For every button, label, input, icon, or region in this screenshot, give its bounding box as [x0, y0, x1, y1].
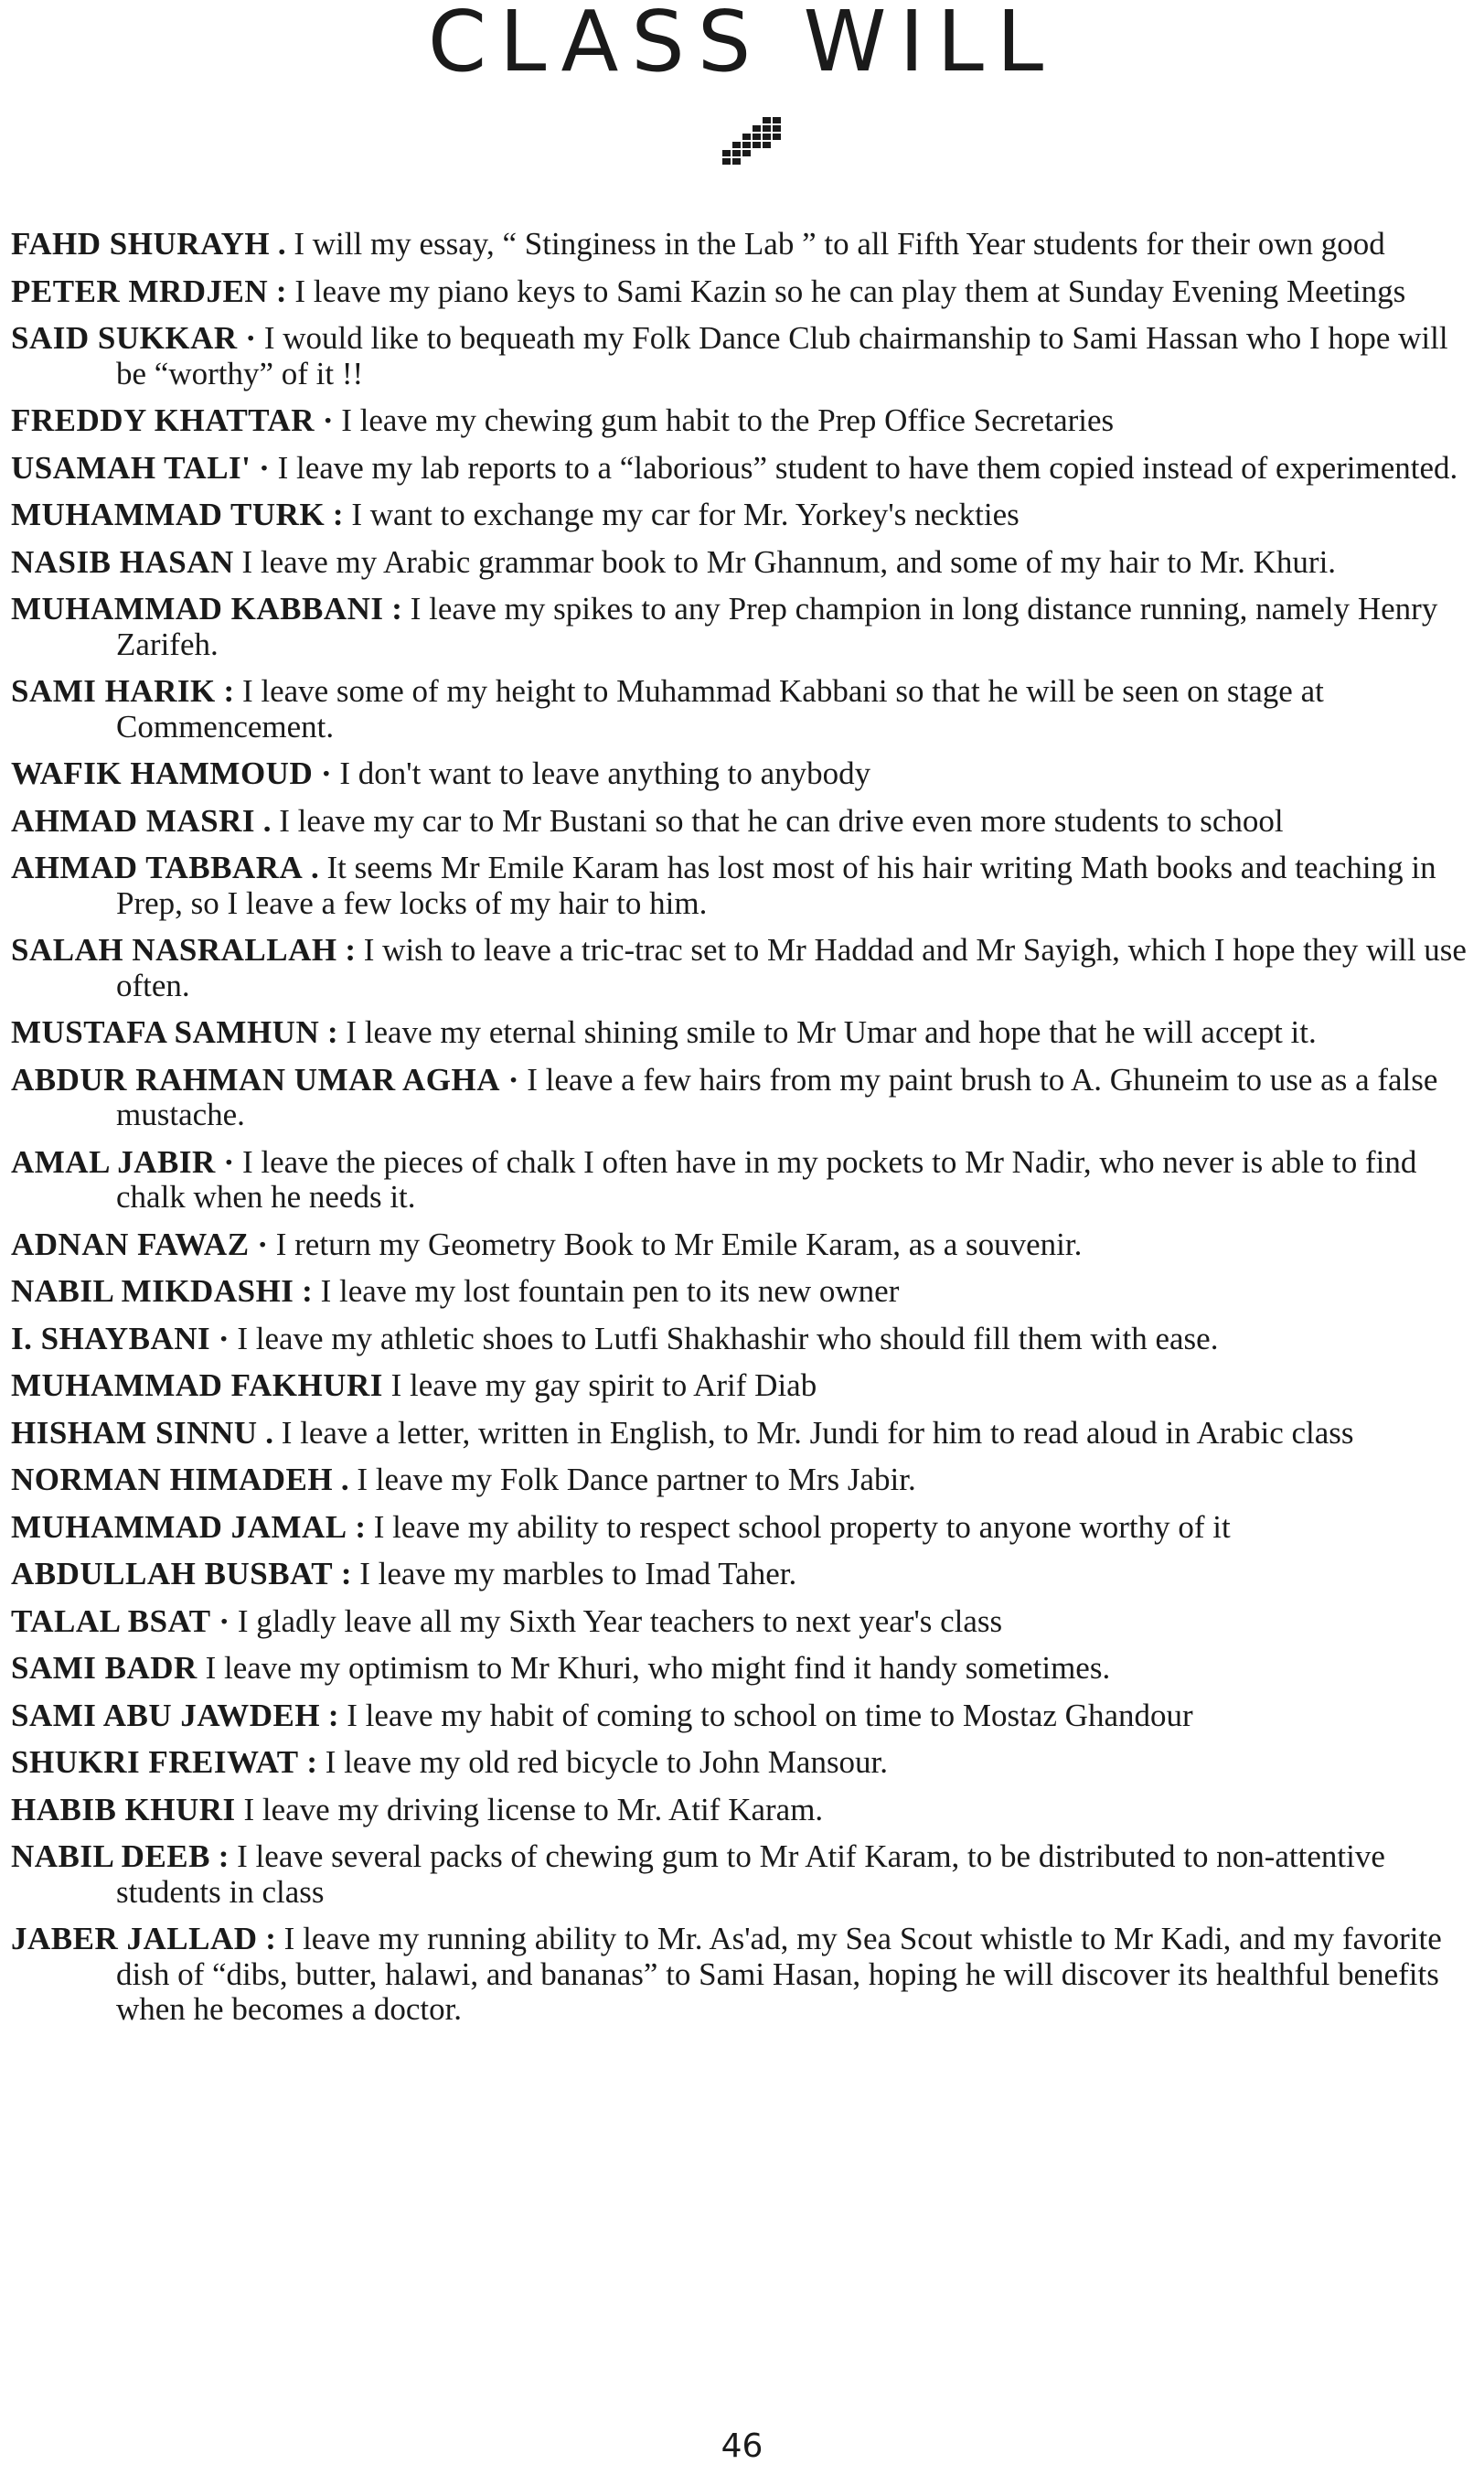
- name-separator: :: [326, 1014, 338, 1050]
- student-name: SAMI BADR: [11, 1650, 198, 1686]
- student-name: MUHAMMAD KABBANI: [11, 591, 384, 627]
- bequest-text: I gladly leave all my Sixth Year teachers to next year's class: [237, 1602, 1003, 1639]
- bequest-text: I leave my old red bicycle to John Mansour.: [325, 1744, 889, 1780]
- name-separator: ·: [259, 449, 270, 486]
- name-separator: ·: [507, 1061, 519, 1098]
- student-name: ABDULLAH BUSBAT: [11, 1556, 334, 1591]
- student-name: SHUKRI FREIWAT: [11, 1744, 299, 1780]
- name-separator: ·: [218, 1320, 230, 1356]
- name-separator: :: [332, 497, 344, 532]
- will-entry: [11, 1274, 1472, 1310]
- student-name: MUHAMMAD TURK: [11, 497, 326, 532]
- student-name: PETER MRDJEN: [11, 273, 269, 309]
- bequest-text: I leave my optimism to Mr Khuri, who might find it handy sometimes.: [205, 1650, 1111, 1686]
- will-entry: [11, 274, 1472, 310]
- student-name: FREDDY KHATTAR: [11, 402, 315, 438]
- bequest-text: I leave my gay spirit to Arif Diab: [390, 1367, 817, 1403]
- will-entry: [11, 498, 1472, 533]
- class-will-list: [11, 227, 1472, 2040]
- bequest-text: I leave a few hairs from my paint brush to A. Ghuneim to use as a false mustache.: [116, 1061, 1438, 1132]
- bequest-text: I leave a letter, written in English, to Mr. Jundi for him to read aloud in Arabic class: [281, 1414, 1354, 1451]
- will-entry: [11, 227, 1472, 262]
- will-entry: [11, 403, 1472, 439]
- bequest-text: I leave several packs of chewing gum to Mr Atif Karam, to be distributed to non-attentive students in class: [116, 1838, 1385, 1910]
- will-entry: [11, 933, 1472, 1003]
- student-name: SAID SUKKAR: [11, 320, 238, 356]
- bequest-text: I leave my marbles to Imad Taher.: [359, 1556, 797, 1591]
- bequest-text: I leave my lab reports to a “laborious” student to have them copied instead of experimented.: [277, 449, 1458, 486]
- name-separator: :: [355, 1508, 367, 1545]
- bequest-text: I leave my Arabic grammar book to Mr Ghannum, and some of my hair to Mr. Khuri.: [241, 543, 1337, 580]
- student-name: JABER JALLAD: [11, 1921, 258, 1956]
- name-separator: :: [306, 1744, 318, 1780]
- name-separator: :: [345, 932, 357, 968]
- bequest-text: I will my essay, “ Stinginess in the Lab ” to all Fifth Year students for their own good: [294, 226, 1385, 262]
- name-separator: :: [223, 673, 235, 709]
- will-entry: [11, 1922, 1472, 2028]
- bequest-text: I leave my spikes to any Prep champion in long distance running, namely Henry Zarifeh.: [116, 591, 1438, 662]
- student-name: AHMAD TABBARA: [11, 850, 304, 885]
- will-entry: [11, 1015, 1472, 1051]
- name-separator: :: [327, 1697, 339, 1733]
- will-entry: [11, 1063, 1472, 1133]
- bequest-text: I leave my Folk Dance partner to Mrs Jabir.: [357, 1462, 916, 1497]
- will-entry: [11, 1227, 1472, 1263]
- student-name: SAMI ABU JAWDEH: [11, 1697, 321, 1733]
- student-name: NABIL DEEB: [11, 1838, 210, 1874]
- will-entry: [11, 1793, 1472, 1828]
- name-separator: .: [265, 1414, 274, 1451]
- bequest-text: I leave my athletic shoes to Lutfi Shakhashir who should fill them with ease.: [237, 1320, 1219, 1356]
- student-name: MUHAMMAD FAKHURI: [11, 1367, 383, 1403]
- bequest-text: I want to exchange my car for Mr. Yorkey's neckties: [351, 497, 1020, 532]
- student-name: WAFIK HAMMOUD: [11, 755, 314, 791]
- will-entry: [11, 851, 1472, 921]
- bequest-text: I leave my running ability to Mr. As'ad, my Sea Scout whistle to Mr Kadi, and my favorite dish of “dibs, butter, halawi, and bananas” to Sami Hasan, hoping he will discover its healthful benefits when he becomes a doctor.: [116, 1921, 1442, 2027]
- will-entry: [11, 1651, 1472, 1687]
- student-name: MUSTAFA SAMHUN: [11, 1014, 320, 1050]
- student-name: HABIB KHURI: [11, 1791, 236, 1827]
- bequest-text: I leave my habit of coming to school on time to Mostaz Ghandour: [347, 1697, 1193, 1733]
- bequest-text: I leave my driving license to Mr. Atif Karam.: [243, 1791, 824, 1827]
- name-separator: .: [311, 850, 319, 885]
- student-name: AHMAD MASRI: [11, 802, 256, 839]
- bequest-text: I leave my chewing gum habit to the Prep Office Secretaries: [341, 402, 1115, 438]
- name-separator: :: [275, 273, 287, 309]
- bequest-text: I leave my ability to respect school property to anyone worthy of it: [373, 1508, 1231, 1545]
- name-separator: ·: [245, 320, 257, 356]
- ornament-icon: [722, 117, 781, 168]
- student-name: ADNAN FAWAZ: [11, 1226, 250, 1262]
- will-entry: [11, 1557, 1472, 1592]
- bequest-text: I return my Geometry Book to Mr Emile Karam, as a souvenir.: [275, 1226, 1083, 1262]
- student-name: I. SHAYBANI: [11, 1320, 211, 1356]
- will-entry: [11, 1322, 1472, 1357]
- student-name: FAHD SHURAYH: [11, 226, 271, 262]
- student-name: SAMI HARIK: [11, 673, 216, 709]
- will-entry: [11, 1416, 1472, 1452]
- name-separator: ·: [219, 1602, 230, 1639]
- will-entry: [11, 756, 1472, 792]
- bequest-text: I don't want to leave anything to anybody: [339, 755, 871, 791]
- name-separator: :: [340, 1556, 352, 1591]
- will-entry: [11, 1368, 1472, 1404]
- name-separator: .: [277, 226, 286, 262]
- will-entry: [11, 1604, 1472, 1640]
- student-name: NASIB HASAN: [11, 543, 234, 580]
- bequest-text: I leave my lost fountain pen to its new owner: [320, 1273, 900, 1309]
- will-entry: [11, 1510, 1472, 1546]
- bequest-text: I would like to bequeath my Folk Dance Club chairmanship to Sami Hassan who I hope will be “worthy” of it !!: [116, 320, 1448, 391]
- page-number: 46: [721, 2427, 763, 2465]
- will-entry: [11, 1462, 1472, 1498]
- page-title: CLASS WILL: [427, 0, 1057, 91]
- student-name: NABIL MIKDASHI: [11, 1273, 294, 1309]
- name-separator: :: [302, 1273, 313, 1309]
- name-separator: ·: [223, 1143, 235, 1180]
- will-entry: [11, 804, 1472, 840]
- will-entry: [11, 592, 1472, 662]
- name-separator: .: [262, 802, 272, 839]
- will-entry: [11, 451, 1472, 487]
- student-name: NORMAN HIMADEH: [11, 1462, 334, 1497]
- will-entry: [11, 321, 1472, 391]
- student-name: USAMAH TALI': [11, 449, 251, 486]
- name-separator: :: [218, 1838, 230, 1874]
- name-separator: :: [391, 591, 402, 627]
- bequest-text: I leave the pieces of chalk I often have in my pockets to Mr Nadir, who never is able to find chalk when he needs it.: [116, 1143, 1417, 1215]
- student-name: ABDUR RAHMAN UMAR AGHA: [11, 1061, 500, 1098]
- will-entry: [11, 1745, 1472, 1781]
- bequest-text: I leave my piano keys to Sami Kazin so he can play them at Sunday Evening Meetings: [294, 273, 1406, 309]
- will-entry: [11, 674, 1472, 745]
- name-separator: ·: [257, 1226, 268, 1262]
- bequest-text: I leave my car to Mr Bustani so that he can drive even more students to school: [279, 802, 1284, 839]
- student-name: HISHAM SINNU: [11, 1414, 258, 1451]
- bequest-text: It seems Mr Emile Karam has lost most of his hair writing Math books and teaching in Prep, so I leave a few locks of my hair to him.: [116, 850, 1436, 921]
- bequest-text: I leave my eternal shining smile to Mr Umar and hope that he will accept it.: [346, 1014, 1317, 1050]
- will-entry: [11, 1839, 1472, 1910]
- will-entry: [11, 545, 1472, 581]
- student-name: AMAL JABIR: [11, 1143, 216, 1180]
- name-separator: .: [340, 1462, 349, 1497]
- student-name: TALAL BSAT: [11, 1602, 211, 1639]
- student-name: MUHAMMAD JAMAL: [11, 1508, 347, 1545]
- name-separator: ·: [320, 755, 332, 791]
- bequest-text: I leave some of my height to Muhammad Kabbani so that he will be seen on stage at Commencement.: [116, 673, 1324, 745]
- name-separator: :: [265, 1921, 276, 1956]
- will-entry: [11, 1698, 1472, 1734]
- bequest-text: I wish to leave a tric-trac set to Mr Haddad and Mr Sayigh, which I hope they will use often.: [116, 932, 1467, 1003]
- name-separator: ·: [322, 402, 334, 438]
- will-entry: [11, 1145, 1472, 1216]
- student-name: SALAH NASRALLAH: [11, 932, 337, 968]
